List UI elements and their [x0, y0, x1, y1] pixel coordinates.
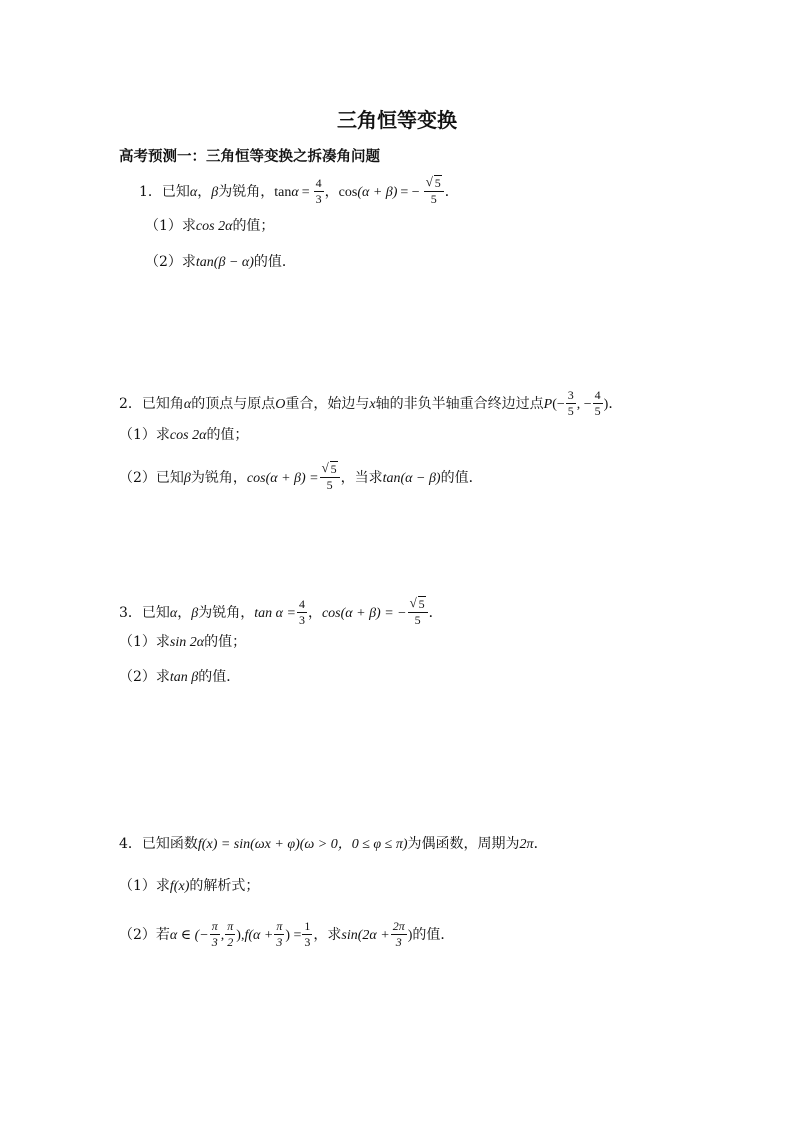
- frac-num: 4: [298, 597, 305, 611]
- math-var: α: [291, 185, 299, 201]
- math-expr: tan β: [169, 670, 199, 685]
- frac-num: 4: [594, 388, 601, 402]
- frac-den: 3: [304, 934, 311, 949]
- frac-den: 5: [430, 191, 437, 206]
- frac-den: 3: [395, 934, 402, 949]
- frac-den: 3: [298, 612, 305, 627]
- question-1-part-1: [145, 219, 274, 234]
- question-4-stem: [119, 837, 548, 852]
- sqrt: √ 5: [425, 174, 441, 190]
- frac-num: [408, 595, 428, 613]
- math-op: ,: [220, 928, 225, 944]
- question-1-stem: [139, 174, 459, 206]
- punct: ．: [608, 396, 623, 413]
- math-op: , −: [576, 397, 592, 413]
- radicand: 5: [330, 462, 337, 476]
- math-var: O: [275, 397, 286, 413]
- math-expr: sin(2α +: [341, 928, 390, 944]
- sqrt: √ 5: [321, 460, 337, 476]
- question-3-part-1: [119, 635, 246, 650]
- math-expr: (α + β): [357, 185, 398, 201]
- question-number: 4．: [119, 836, 142, 852]
- fraction: [297, 598, 307, 626]
- math-expr: cos 2α: [169, 428, 207, 443]
- frac-den: 5: [567, 403, 574, 418]
- math-var: β: [211, 185, 219, 201]
- frac-den: 3: [211, 934, 218, 949]
- math-expr: tan(α − β): [382, 471, 441, 487]
- fraction: [210, 920, 220, 948]
- math-op: ): [407, 928, 413, 944]
- math-expr: cos 2α: [195, 219, 233, 234]
- part-label: （2）已知: [119, 470, 184, 487]
- question-text: 轴的非负半轴重合终边过点: [375, 396, 544, 413]
- math-op: ),: [236, 928, 245, 944]
- sqrt: √ 5: [409, 595, 425, 611]
- fraction: [593, 389, 603, 417]
- math-expr: f(x): [169, 879, 190, 894]
- math-var: β: [183, 471, 191, 487]
- question-text: 的值；: [206, 427, 249, 443]
- question-number: 1．: [139, 184, 162, 201]
- question-text: 的值．: [198, 669, 241, 685]
- frac-den: 3: [315, 191, 322, 206]
- fraction: [302, 920, 312, 948]
- math-expr: tan(β − α): [195, 255, 254, 270]
- part-label: （1）求: [119, 427, 170, 443]
- math-fn: tan: [274, 185, 292, 201]
- math-var: P: [543, 397, 553, 413]
- math-var: α: [183, 397, 192, 413]
- question-text: ，求: [313, 927, 342, 944]
- frac-den: 2: [227, 934, 234, 949]
- question-text: 的值．: [440, 470, 483, 487]
- frac-den: 5: [326, 477, 333, 492]
- question-text: 已知: [161, 184, 190, 201]
- punct: ，: [177, 605, 192, 622]
- question-text: 的值；: [204, 634, 247, 650]
- question-text: 为偶函数，周期为: [407, 836, 520, 852]
- part-label: （2）求: [119, 669, 170, 685]
- frac-num: π: [276, 919, 283, 933]
- fraction: [424, 174, 444, 206]
- frac-num: π: [211, 919, 218, 933]
- math-expr: sin 2α: [169, 635, 205, 650]
- math-op: = −: [400, 185, 420, 201]
- question-text: ，当求: [340, 470, 383, 487]
- math-expr: cos(α + β) =: [246, 471, 319, 487]
- math-op: (−: [552, 397, 565, 413]
- question-text: 的值．: [253, 254, 296, 270]
- question-2-part-1: [119, 428, 248, 443]
- math-fn: cos: [338, 185, 358, 201]
- question-text: 为锐角，: [190, 470, 247, 487]
- question-number: 2．: [119, 396, 142, 413]
- question-text: 已知函数: [141, 836, 198, 852]
- frac-den: 5: [594, 403, 601, 418]
- radicand: 5: [418, 597, 425, 611]
- section-heading: 高考预测一：三角恒等变换之拆凑角问题: [119, 149, 380, 165]
- math-expr: f(x) = sin(ωx + φ)(ω > 0，0 ≤ φ ≤ π): [197, 837, 408, 852]
- part-label: （1）求: [119, 878, 170, 894]
- math-expr: cos(α + β) = −: [321, 606, 407, 622]
- part-label: （2）求: [145, 254, 196, 270]
- math-var: x: [369, 397, 376, 413]
- fraction: [274, 920, 284, 948]
- question-3-stem: [119, 595, 443, 627]
- frac-num: [320, 460, 340, 478]
- math-var: β: [191, 606, 199, 622]
- page-title: 三角恒等变换: [337, 108, 457, 132]
- question-number: 3．: [119, 605, 142, 622]
- math-var: α: [169, 606, 178, 622]
- question-text: 的解析式；: [189, 878, 260, 894]
- question-text: 的值．: [412, 927, 455, 944]
- punct: ．: [428, 605, 443, 622]
- question-text: 为锐角，: [218, 184, 275, 201]
- math-expr: tan α =: [254, 606, 296, 622]
- frac-num: 3: [567, 388, 574, 402]
- fraction: [408, 595, 428, 627]
- question-text: 的顶点与原点: [191, 396, 276, 413]
- frac-num: 2π: [392, 919, 405, 933]
- math-op: ): [603, 397, 609, 413]
- math-var: α: [189, 185, 198, 201]
- question-text: 已知角: [141, 396, 184, 413]
- fraction: [391, 920, 407, 948]
- math-expr: 2π: [519, 837, 534, 852]
- math-expr: f(α +: [244, 928, 274, 944]
- question-2-part-2: [119, 460, 483, 492]
- punct: ．: [533, 836, 548, 852]
- question-text: 为锐角，: [198, 605, 255, 622]
- question-3-part-2: [119, 670, 240, 685]
- punct: ，: [307, 605, 322, 622]
- punct: ．: [444, 184, 459, 201]
- frac-num: [424, 174, 444, 192]
- fraction: [314, 177, 324, 205]
- question-4-part-2: [119, 921, 454, 949]
- question-text: 的值；: [232, 218, 275, 234]
- part-label: （1）求: [119, 634, 170, 650]
- fraction: [225, 920, 235, 948]
- frac-den: 3: [276, 934, 283, 949]
- frac-den: 5: [414, 612, 421, 627]
- question-text: 已知: [141, 605, 170, 622]
- fraction: [566, 389, 576, 417]
- math-op: =: [301, 185, 310, 201]
- question-2-stem: [119, 390, 622, 418]
- part-label: （1）求: [145, 218, 196, 234]
- question-text: 重合，始边与: [285, 396, 370, 413]
- part-label: （2）若: [119, 927, 170, 944]
- radicand: 5: [434, 176, 441, 190]
- question-4-part-1: [119, 879, 259, 894]
- question-1-part-2: [145, 255, 296, 270]
- frac-num: 4: [315, 176, 322, 190]
- frac-num: π: [227, 919, 234, 933]
- punct: ，: [324, 184, 339, 201]
- frac-num: 1: [304, 919, 311, 933]
- math-op: ) =: [285, 928, 302, 944]
- punct: ，: [197, 184, 212, 201]
- fraction: [320, 460, 340, 492]
- math-expr: α ∈ (−: [169, 928, 209, 944]
